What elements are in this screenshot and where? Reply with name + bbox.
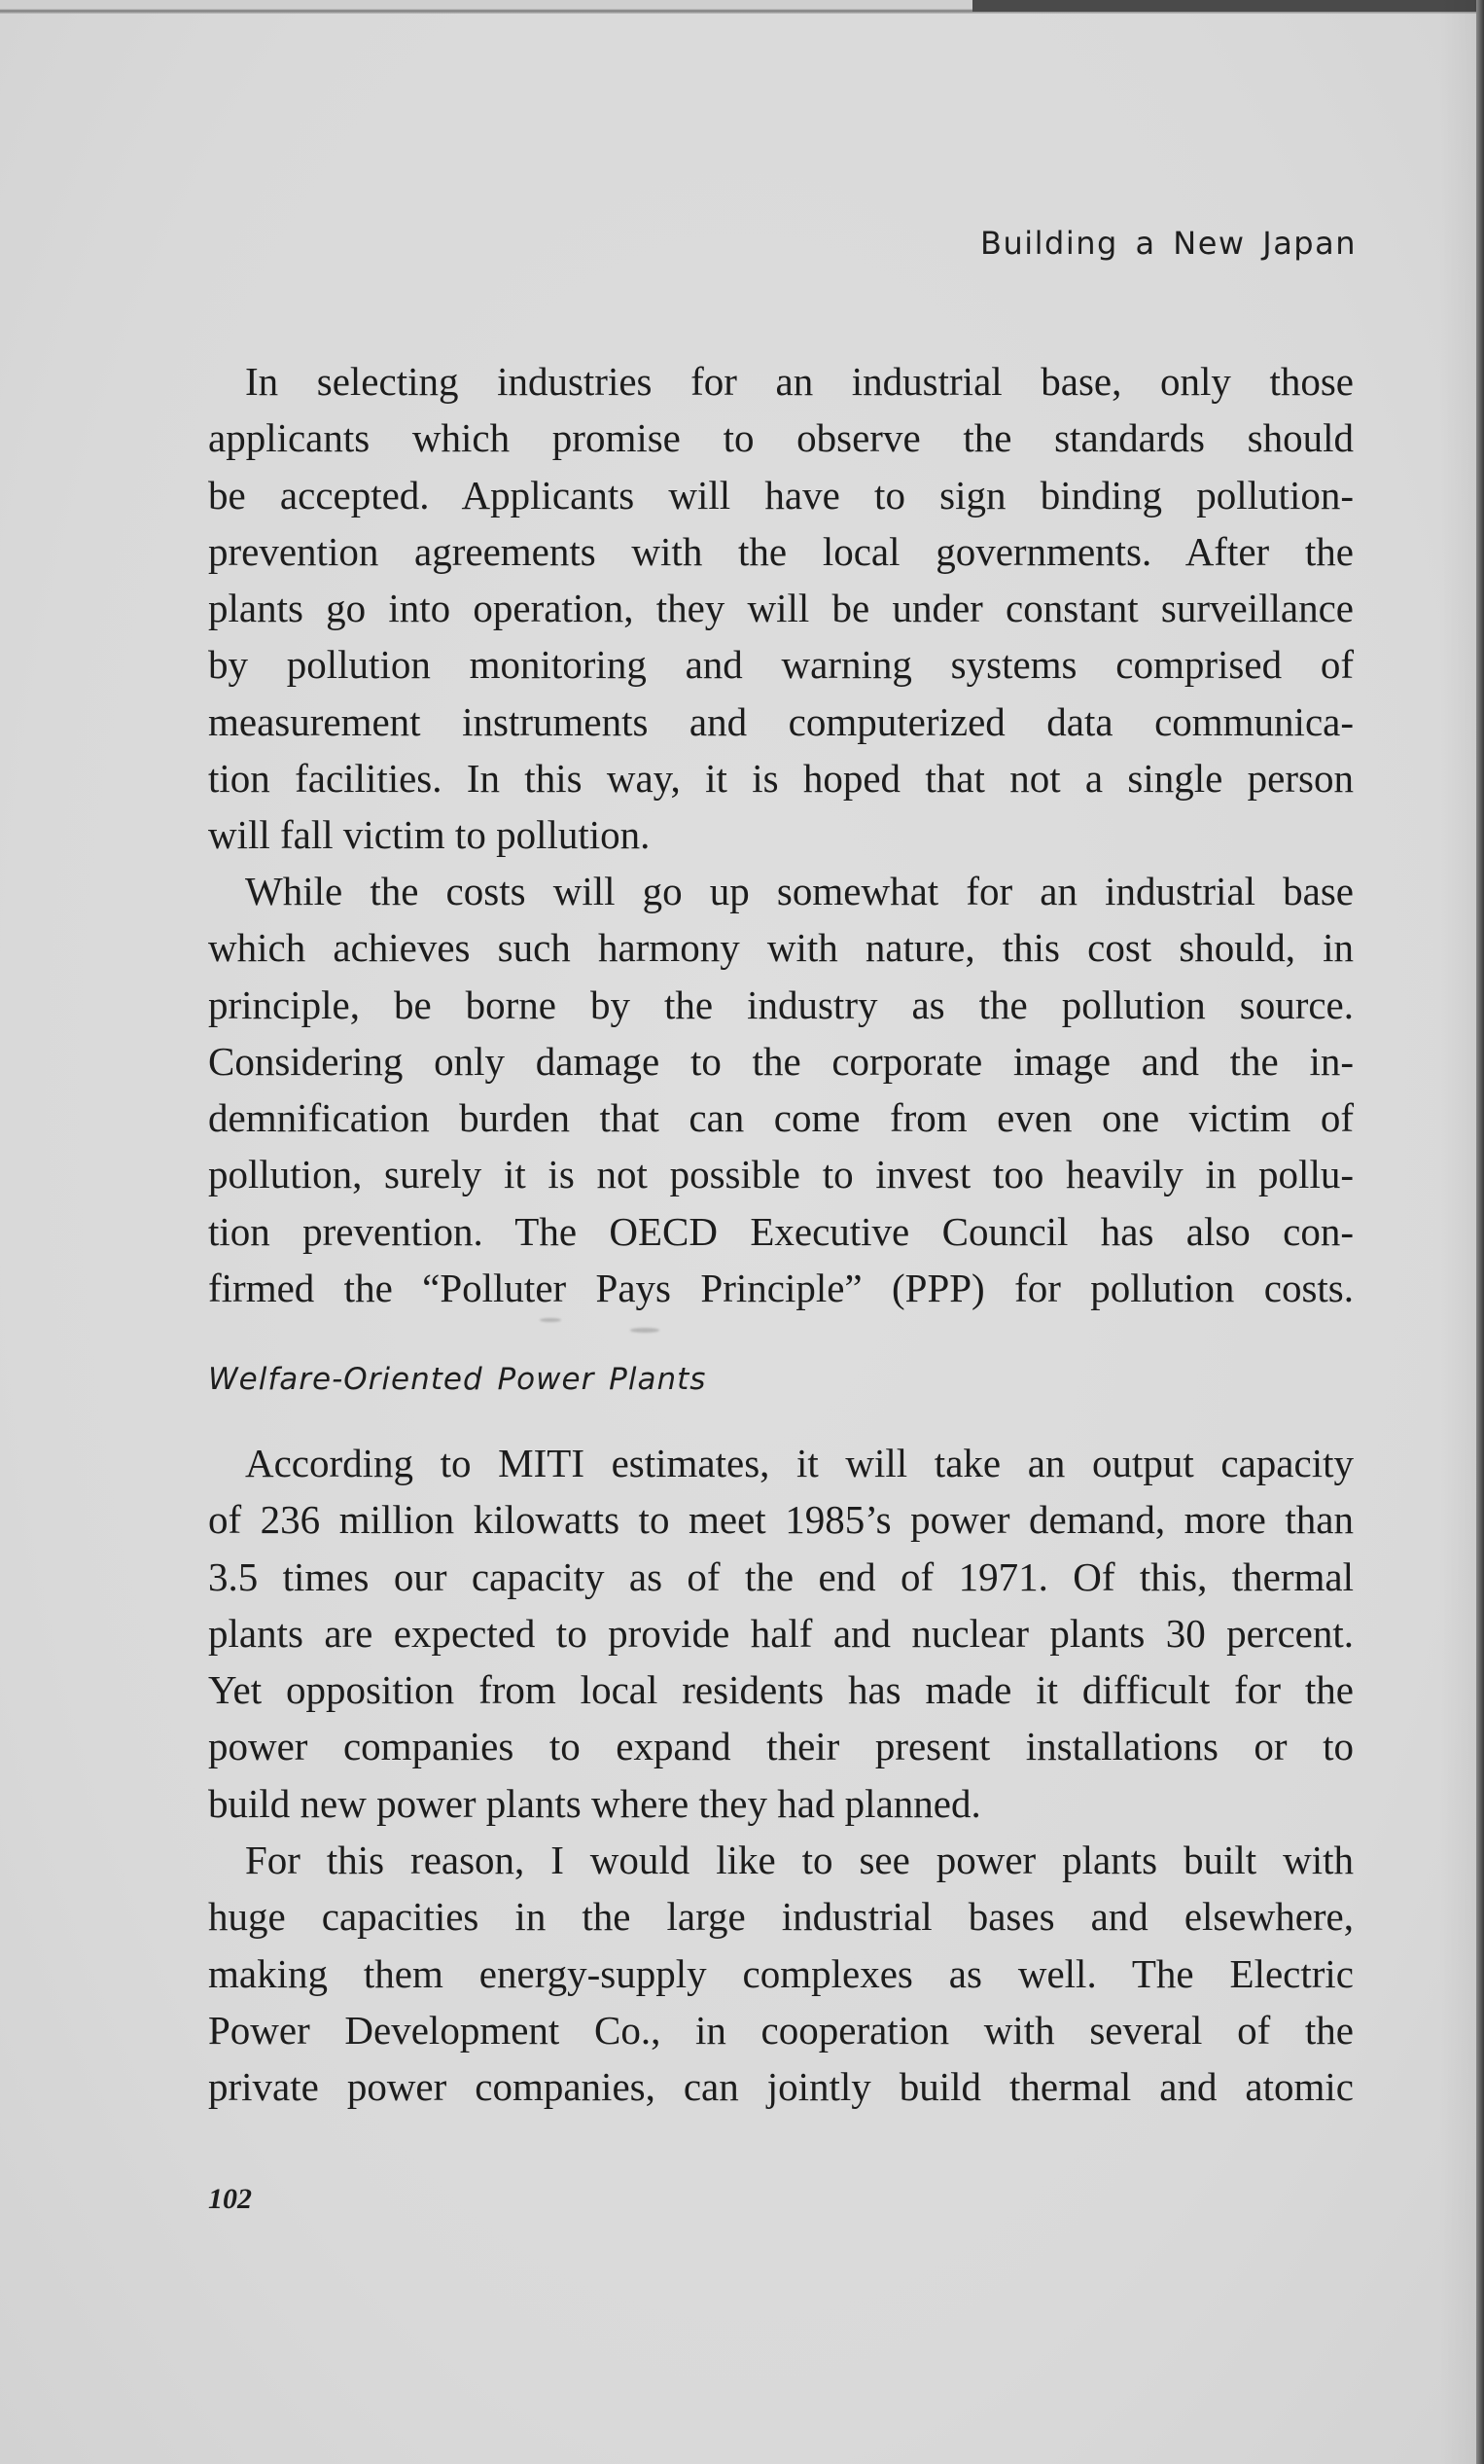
text-line: pollution, surely it is not possible to invest too heavily in pollu- bbox=[208, 1152, 1354, 1197]
text-line: Yet opposition from local residents has made it difficult for the bbox=[208, 1667, 1354, 1712]
text-line: private power companies, can jointly build thermal and atomic bbox=[208, 2064, 1354, 2109]
text-line: measurement instruments and computerized data communica- bbox=[208, 698, 1354, 744]
text-line: by pollution monitoring and warning systems comprised of bbox=[208, 642, 1354, 688]
text-line: Power Development Co., in cooperation with several of the bbox=[208, 2007, 1354, 2053]
text-line: In selecting industries for an industrial base, only those bbox=[245, 359, 1354, 404]
running-head: Building a New Japan bbox=[980, 225, 1357, 262]
text-line: principle, be borne by the industry as the pollution source. bbox=[208, 982, 1354, 1027]
print-smudge bbox=[540, 1318, 561, 1322]
text-line: plants go into operation, they will be under constant surveillance bbox=[208, 586, 1354, 630]
right-page-edge bbox=[1476, 0, 1484, 2464]
section-heading: Welfare-Oriented Power Plants bbox=[208, 1362, 707, 1397]
text-line: of 236 million kilowatts to meet 1985’s power demand, more than bbox=[208, 1497, 1354, 1543]
text-line: demnification burden that can come from even one victim of bbox=[208, 1095, 1354, 1140]
text-line: will fall victim to pollution. bbox=[208, 812, 651, 857]
page-gutter-shade bbox=[1439, 0, 1476, 2464]
text-line: tion facilities. In this way, it is hoped that not a single person bbox=[208, 755, 1354, 801]
text-line: huge capacities in the large industrial bases and elsewhere, bbox=[208, 1894, 1354, 1940]
text-line: 3.5 times our capacity as of the end of 1971. Of this, thermal bbox=[208, 1553, 1354, 1599]
paragraph-4 bbox=[208, 1832, 1354, 2115]
text-line: prevention agreements with the local governments. After the bbox=[208, 528, 1354, 574]
text-line: applicants which promise to observe the standards should bbox=[208, 415, 1354, 461]
top-page-edge-shadow bbox=[972, 0, 1484, 12]
text-line: Considering only damage to the corporate image and the in- bbox=[208, 1038, 1354, 1084]
paragraph-3 bbox=[208, 1435, 1354, 1832]
print-smudge bbox=[630, 1328, 659, 1333]
text-line: making them energy-supply complexes as well. The Electric bbox=[208, 1950, 1354, 1996]
text-line: While the costs will go up somewhat for an industrial base bbox=[245, 869, 1354, 913]
text-line: power companies to expand their present installations or to bbox=[208, 1724, 1354, 1769]
paragraph-2 bbox=[208, 863, 1354, 1316]
text-line: For this reason, I would like to see power plants built with bbox=[245, 1838, 1354, 1882]
text-line: tion prevention. The OECD Executive Council has also con- bbox=[208, 1208, 1354, 1254]
text-line: According to MITI estimates, it will take an output capacity bbox=[245, 1441, 1354, 1485]
page-number: 102 bbox=[208, 2183, 252, 2215]
text-line: firmed the “Polluter Pays Principle” (PPP) for pollution costs. bbox=[208, 1265, 1354, 1310]
text-line: plants are expected to provide half and nuclear plants 30 percent. bbox=[208, 1610, 1354, 1656]
text-line: be accepted. Applicants will have to sign binding pollution- bbox=[208, 472, 1354, 518]
text-line: build new power plants where they had planned. bbox=[208, 1780, 981, 1826]
text-line: which achieves such harmony with nature, this cost should, in bbox=[208, 925, 1354, 971]
paragraph-1 bbox=[208, 353, 1354, 863]
